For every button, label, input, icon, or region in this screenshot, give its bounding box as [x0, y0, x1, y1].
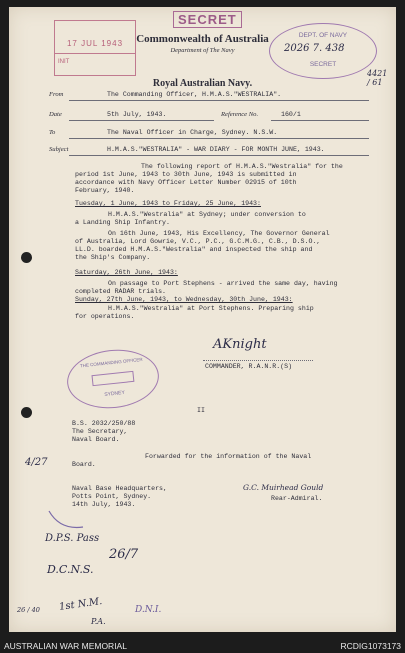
para4-line-1: H.M.A.S."Westralia" at Port Stephens. Preparing ship — [108, 305, 314, 312]
intro-line-1: The following report of H.M.A.S."Westralia" for the — [141, 163, 343, 170]
handwritten-note-dps: D.P.S. Pass — [45, 533, 100, 544]
minute-forward-2: Board. — [72, 461, 96, 468]
handwritten-note-first-nm: 1st N.M. — [58, 596, 103, 613]
origin-line-2: Potts Point, Sydney. — [72, 493, 152, 500]
reference-value: 160/1 — [281, 111, 301, 118]
footer-source: AUSTRALIAN WAR MEMORIAL — [4, 641, 127, 651]
to-label: To — [49, 129, 56, 136]
top-right-handwritten-note: 4421 / 61 — [367, 69, 388, 87]
para2-line-2: of Australia, Lord Gowrie, V.C., P.C., G.C.M.G., C.B., D.S.O., — [75, 238, 321, 245]
subject-rule — [69, 155, 369, 156]
origin-line-3: 14th July, 1943. — [72, 501, 136, 508]
reference-label: Reference No. — [221, 111, 259, 118]
date-label: Date — [49, 111, 62, 118]
dept-navy-stamp: DEPT. OF NAVY 2026 7. 438 SECRET — [269, 23, 377, 79]
reference-rule — [271, 120, 369, 121]
para4-line-2: for operations. — [75, 313, 135, 320]
signature-title: COMMANDER, R.A.N.R.(S) — [205, 363, 293, 370]
para1-line-1: H.M.A.S."Westralia" at Sydney; under conversion to — [108, 211, 306, 218]
to-rule — [69, 138, 369, 139]
minute-numeral: II — [197, 407, 205, 414]
rear-admiral-rank: Rear-Admiral. — [271, 495, 323, 502]
signature-rule — [203, 360, 313, 361]
heading-june-1-25: Tuesday, 1 June, 1943 to Friday, 25 June, 1943: — [75, 200, 261, 207]
to-value: The Naval Officer in Charge, Sydney. N.S.W. — [107, 129, 278, 136]
received-date-stamp: 17 JUL 1943 INIT — [54, 20, 136, 76]
origin-line-1: Naval Base Headquarters, — [72, 485, 167, 492]
secret-stamp: SECRET — [173, 11, 242, 28]
handwritten-note-pa: P.A. — [91, 617, 106, 626]
handwritten-note-dni: D.N.I. — [135, 605, 162, 615]
from-rule — [69, 100, 369, 101]
date-rule — [69, 120, 214, 121]
archive-footer — [0, 638, 405, 653]
minute-forward-1: Forwarded for the information of the Naval — [145, 453, 312, 460]
subject-label: Subject — [49, 146, 69, 153]
rear-admiral-signature: G.C. Muirhead Gould — [243, 483, 324, 492]
punch-hole-bottom — [21, 407, 32, 418]
para3-line-1: On passage to Port Stephens - arrived the same day, having — [108, 280, 338, 287]
margin-handwritten-note: 4/27 — [25, 457, 48, 468]
headquarters-oval-stamp: THE COMMANDING OFFICER SYDNEY — [64, 345, 162, 412]
letterhead-title: Commonwealth of Australia — [136, 33, 269, 45]
handwritten-note-dcns: D.C.N.S. — [47, 563, 94, 576]
letterhead-department: Department of The Navy — [170, 47, 235, 54]
footer-record-id: RCDIG1073173 — [340, 641, 401, 651]
commander-signature: AKnight — [213, 337, 267, 352]
date-value: 5th July, 1943. — [107, 111, 167, 118]
punch-hole-top — [21, 252, 32, 263]
minute-reference: B.S. 2032/250/88 — [72, 420, 136, 427]
intro-line-4: February, 1940. — [75, 187, 135, 194]
handwritten-note-date: 26/7 — [109, 547, 139, 562]
bottom-left-handwritten-note: 26 / 40 — [17, 606, 40, 614]
para2-line-4: the Ship's Company. — [75, 254, 151, 261]
intro-line-2: period 1st June, 1943 to 30th June, 1943 is submitted in — [75, 171, 297, 178]
para1-line-2: a Landing Ship Infantry. — [75, 219, 170, 226]
from-value: The Commanding Officer, H.M.A.S."WESTRALIA". — [107, 91, 282, 98]
heading-june-26: Saturday, 26th June, 1943: — [75, 269, 178, 276]
heading-june-27-30: Sunday, 27th June, 1943, to Wednesday, 30th June, 1943: — [75, 296, 293, 303]
para2-line-3: LL.D. boarded H.M.A.S."Westralia" and inspected the ship and — [75, 246, 313, 253]
from-label: From — [49, 91, 64, 98]
document-page — [9, 7, 396, 632]
minute-addressee-1: The Secretary, — [72, 428, 128, 435]
subject-value: H.M.A.S."WESTRALIA" - WAR DIARY - FOR MONTH JUNE, 1943. — [107, 146, 325, 153]
service-title: Royal Australian Navy. — [152, 78, 253, 89]
pencil-arrow-mark — [47, 507, 87, 533]
para3-line-2: completed RADAR trials. — [75, 288, 167, 295]
minute-addressee-2: Naval Board. — [72, 436, 120, 443]
para2-line-1: On 16th June, 1943, His Excellency, The Governor General — [108, 230, 330, 237]
intro-line-3: accordance with Navy Officer Letter Number 02915 of 10th — [75, 179, 297, 186]
